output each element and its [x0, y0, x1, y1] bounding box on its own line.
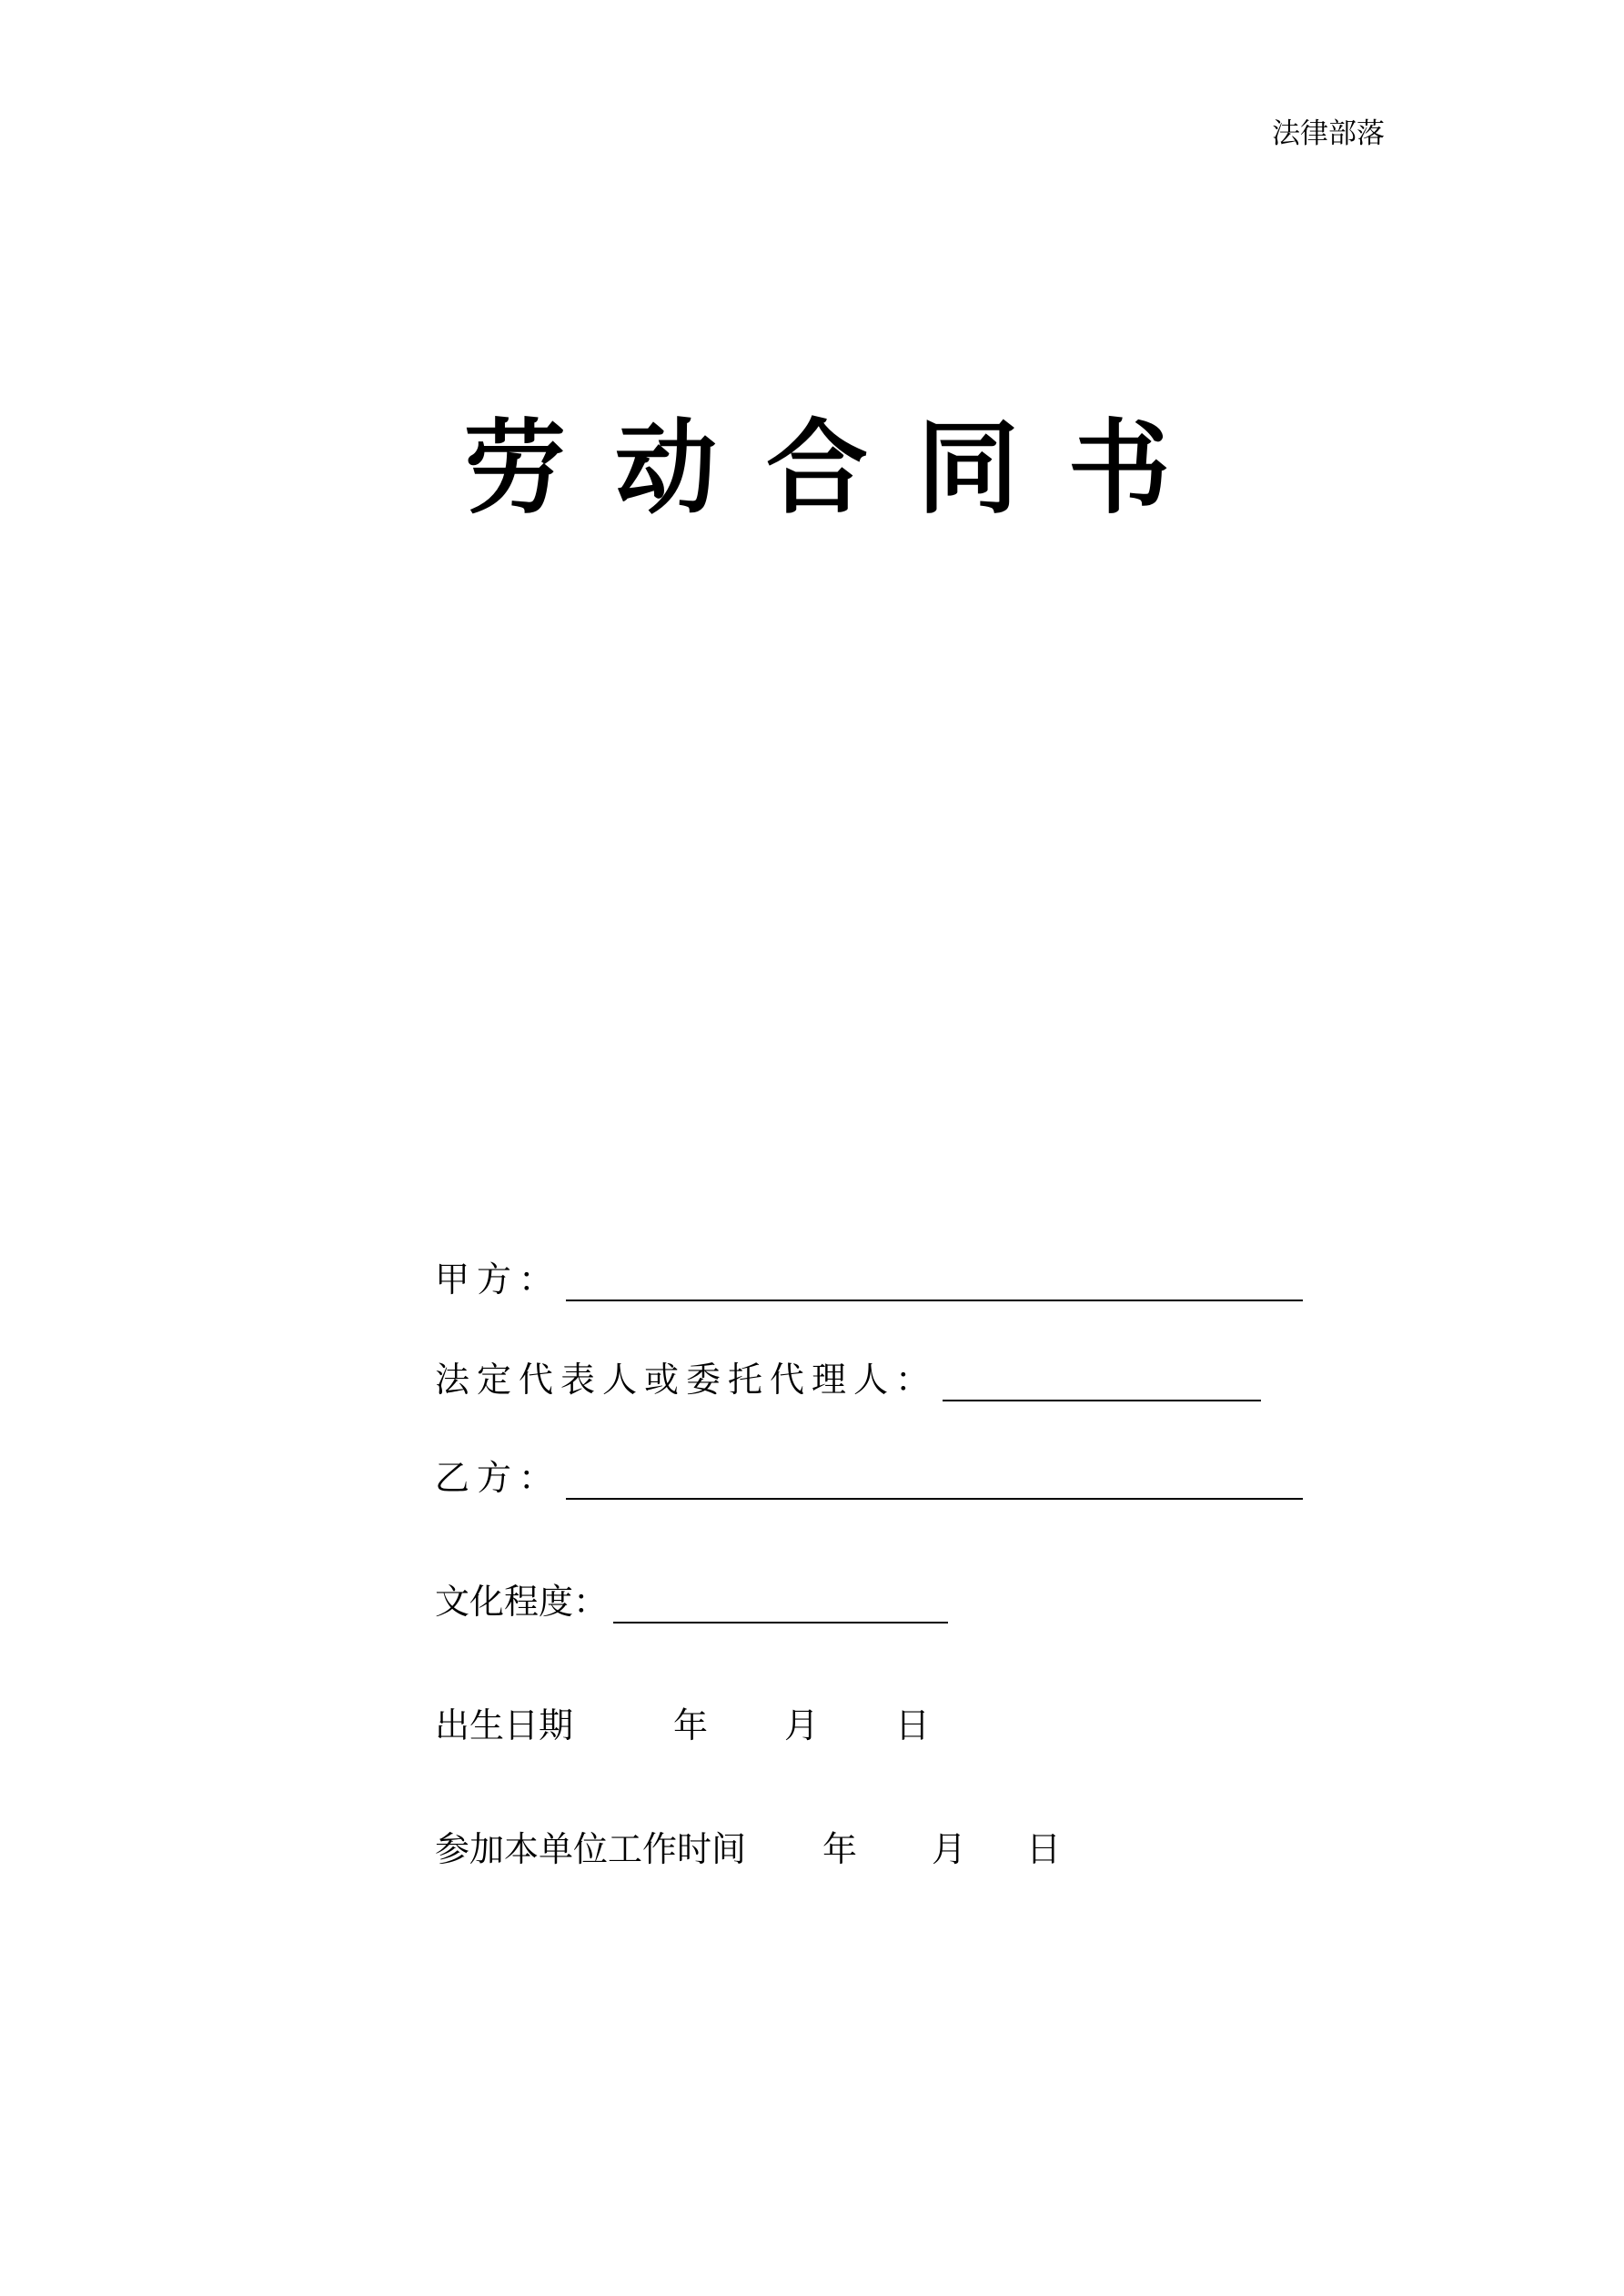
legal-rep-blank[interactable]: [943, 1367, 1261, 1401]
party-a-label: 甲方：: [435, 1259, 561, 1300]
birth-year-label: 年: [673, 1705, 709, 1745]
work-start-day-label: 日: [1026, 1829, 1062, 1869]
work-start-row: [435, 1827, 1072, 1871]
legal-rep-label: 法定代表人或委托代理人：: [435, 1360, 938, 1400]
document-title: 劳动合同书: [464, 409, 1219, 528]
party-b-row: [435, 1456, 1303, 1500]
party-b-label: 乙方：: [435, 1458, 561, 1498]
work-start-label: 参加本单位工作时间: [435, 1829, 747, 1869]
work-start-month-label: 月: [932, 1829, 967, 1869]
party-a-blank[interactable]: [566, 1267, 1303, 1301]
education-blank[interactable]: [613, 1589, 948, 1623]
birth-date-label: 出生日期: [435, 1705, 574, 1745]
birth-day-label: 日: [895, 1705, 931, 1745]
education-label: 文化程度：: [435, 1582, 609, 1622]
party-b-blank[interactable]: [566, 1465, 1303, 1500]
birth-month-label: 月: [784, 1705, 820, 1745]
education-row: [435, 1580, 948, 1623]
legal-rep-row: [435, 1358, 1261, 1401]
birth-date-row: [435, 1704, 981, 1747]
work-start-year-label: 年: [822, 1829, 858, 1869]
header-mark: 法律部落: [1272, 117, 1385, 150]
party-a-row: [435, 1258, 1303, 1301]
